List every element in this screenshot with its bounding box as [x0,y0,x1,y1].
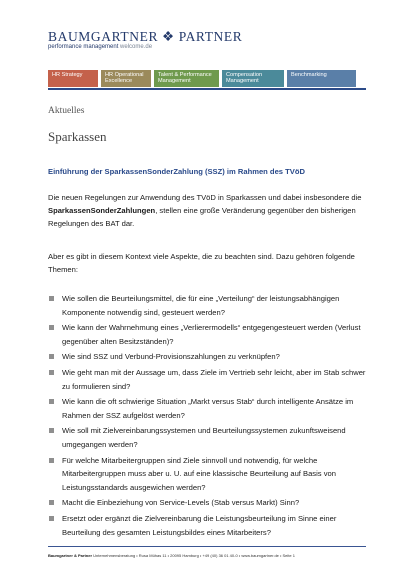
list-item [48,424,373,451]
list-item [48,350,373,364]
footer-divider [48,546,366,547]
bullet-square-icon [49,458,54,463]
bullet-square-icon [49,296,54,301]
topic-text: Macht die Einbeziehung von Service-Levels (Stab versus Markt) Sinn? [62,498,300,508]
list-item [48,512,373,539]
topic-list [48,292,373,541]
intro-text-start: Die neuen Regelungen zur Anwendung des TVöD in Sparkassen und dabei insbesondere die [48,193,362,202]
bullet-square-icon [49,325,54,330]
tab-benchmarking[interactable]: Benchmarking [287,70,356,87]
logo-tagline [48,44,242,51]
tab-compensation-management[interactable]: Compensation Management [222,70,284,87]
list-item [48,321,373,348]
section-label: Aktuelles [48,106,85,116]
intro-text-end: , stellen eine große Veränderung gegenüber den bisherigen Regelungen des BAT dar. [48,206,356,229]
lead-paragraph: Aber es gibt in diesem Kontext viele Aspekte, die zu beachten sind. Dazu gehören folgende Themen: [48,252,355,275]
footer-details: Unternehmensberatung • Rusa Mühas 11 • 20095 Hamburg • +49 (40) 36 01 40-0 • www.baumgartner.de • Seite 1 [93,553,295,558]
logo-brand: BAUMGARTNER ❖ PARTNER [48,29,243,44]
header-divider [48,88,366,90]
company-logo[interactable] [48,30,242,51]
intro-paragraph [48,191,373,231]
topic-text: Für welche Mitarbeitergruppen sind Ziele sinnvoll und notwendig, für welche Mitarbeitergruppen muss aber u. U. auf eine klassische Beurteilung auf Basis von Leistungsstandards ausgewichen werden? [62,455,336,492]
topic-text: Wie sollen die Beurteilungsmittel, die für eine „Verteilung“ der leistungsabhängigen Komponente notwendig sind, gesteuert werden? [62,294,340,317]
list-item [48,496,373,510]
tab-hr-operational-excellence[interactable]: HR Operational Excellence [101,70,151,87]
logo-tagline-suffix: welcome.de [120,44,153,50]
logo-tagline-text: performance management [48,44,119,50]
bullet-square-icon [49,370,54,375]
list-item [48,395,373,422]
list-item [48,454,373,495]
topic-text: Ersetzt oder ergänzt die Zielvereinbarung die Leistungsbeurteilung im Sinne einer Beurteilung des gesamten Leistungsbildes eines Mitarbeiters? [62,513,337,537]
category-nav [48,70,356,87]
topic-text: Wie kann die oft schwierige Situation „Markt versus Stab“ durch intelligente Ansätze im Rahmen der SSZ aufgelöst werden? [62,397,354,420]
topic-text: Wie soll mit Zielvereinbarungssystemen und Beurteilungssystemen zukunftsweisend umgegangen werden? [62,426,346,449]
bullet-square-icon [49,500,54,505]
page-footer [48,553,295,558]
topic-text: Wie geht man mit der Aussage um, dass Ziele im Vertrieb sehr leicht, aber im Stab schwer zu formulieren sind? [62,367,366,391]
intro-bold-term: SparkassenSonderZahlungen [48,206,156,216]
bullet-square-icon [49,516,54,521]
bullet-square-icon [49,399,54,404]
article-subtitle: Einführung der SparkassenSonderZahlung (SSZ) im Rahmen des TVöD [48,167,305,176]
list-item [48,366,373,393]
topic-text: Wie sind SSZ und Verbund-Provisionszahlungen zu verknüpfen? [62,352,280,362]
bullet-square-icon [49,428,54,433]
page-title: Sparkassen [48,129,107,144]
list-item [48,292,373,319]
topic-text: Wie kann der Wahrnehmung eines „Verlierermodells“ entgegengesteuert werden (Verlust gegenüber alten Besitzständen)? [62,323,361,346]
tab-hr-strategy[interactable]: HR Strategy [48,70,98,87]
tab-talent-performance-management[interactable]: Talent & Performance Management [154,70,219,87]
footer-company: Baumgartner & Partner [48,553,93,558]
bullet-square-icon [49,354,54,359]
